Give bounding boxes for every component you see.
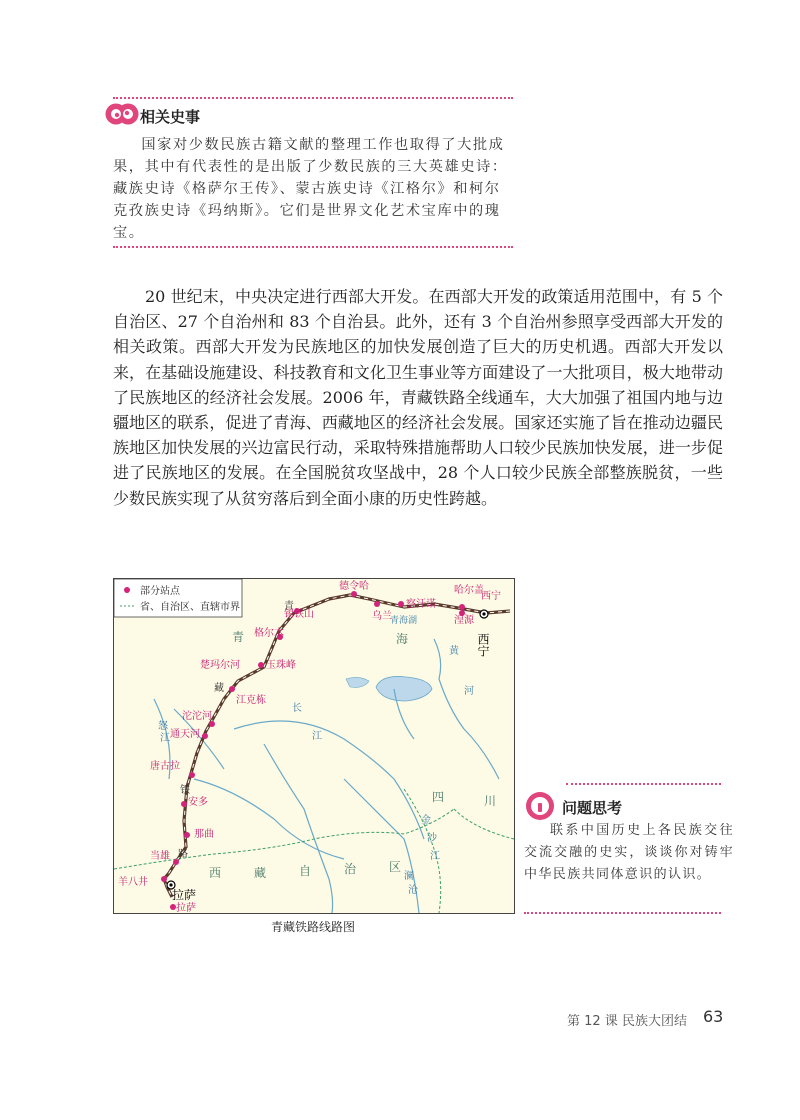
city-lasa: 拉萨 [172,888,197,902]
station-yuzhufeng: 玉珠峰 [266,660,296,671]
sidebar-bottom-divider [113,246,513,248]
main-paragraph: 20 世纪末，中央决定进行西部大开发。在西部大开发的政策适用范围中，有 5 个自治区、27 个自治州和 83 个自治县。此外，还有 3 个自治州参照享受西部大开发的相关政策。西部大开发为民族地区的加快发展创造了巨大的历史机遇。西部大开发以来，在基础设施建设、科技教育和文化卫生事业等方面建设了一大批项目，极大地带动了民族地区的经济社会发展。2006 年，青藏铁路全线通车，大大加强了祖国内地与边疆地区的联系，促进了青海、西藏地区的经济社会发展。国家还实施了旨在推动边疆民族地区加快发展的兴边富民行动，采取特殊措施帮助人口较少民族加快发展，进一步促进了民族地区的发展。在全国脱贫攻坚战中，28 个人口较少民族全部整族脱贫，一些少数民族实现了从贫穷落后到全面小康的历史性跨越。 [113,287,723,508]
svg-text:长: 长 [292,703,302,714]
station-markers [161,591,465,910]
station-jiangkedong: 江克栋 [236,695,266,706]
station-yangbajing: 羊八井 [118,877,148,888]
svg-text:江: 江 [430,851,440,862]
station-tongtianhe: 通天河 [170,729,200,740]
info-circle-icon [524,790,556,822]
station-delingha: 德令哈 [339,581,369,592]
svg-text:沙: 沙 [427,833,437,844]
station-xining: 西宁 [481,591,501,602]
station-huangyuan: 湟源 [454,615,474,626]
station-chahannuo: 察汗诺 [406,599,436,610]
railway-line [164,595,510,897]
page-number: 63 [703,1007,724,1026]
sidebar-paragraph: 国家对少数民族古籍文献的整理工作也取得了大批成果，其中有代表性的是出版了少数民族的三大英雄史诗：藏族史诗《格萨尔王传》、蒙古族史诗《江格尔》和柯尔克孜族史诗《玛纳斯》。它们是世界文化艺术宝库中的瑰宝。 [113,137,508,241]
rivers [154,639,499,913]
station-lasa: 拉萨 [176,903,196,913]
svg-text:治: 治 [344,862,357,876]
river-labels [158,644,474,896]
station-xitieshan: 锡铁山 [284,609,314,620]
svg-text:区: 区 [389,860,402,874]
station-dangxiong: 当雄 [150,851,170,862]
station-tanggula: 唐古拉 [150,761,180,772]
station-chumaerhe: 楚玛尔河 [200,660,240,671]
station-geermu: 格尔木 [254,628,284,639]
double-swirl-icon [104,99,140,129]
question-bottom-divider [524,912,721,914]
question-text [524,820,734,886]
legend-station: 部分站点 [140,586,180,597]
main-text [113,284,723,511]
region-labels [209,629,496,880]
city-markers [167,610,488,889]
station-wulan: 乌兰 [372,611,392,622]
svg-text:黄: 黄 [449,646,459,657]
lake-qinghai [376,676,432,701]
svg-text:河: 河 [464,686,474,697]
sidebar-top-divider [113,97,513,99]
svg-text:自: 自 [299,864,312,878]
sidebar-text [113,134,513,244]
svg-text:怒: 怒 [158,721,168,732]
city-xining: 西宁 [476,633,490,657]
railway-map-svg [114,579,514,913]
svg-text:青: 青 [284,601,294,612]
railway-map [113,578,515,914]
station-haergai: 哈尔盖 [454,585,484,596]
legend-boundary: 省、自治区、直辖市界 [140,602,240,613]
question-paragraph: 联系中国历史上各民族交往交流交融的史实，谈谈你对铸牢中华民族共同体意识的认识。 [524,823,734,882]
svg-text:藏: 藏 [254,866,267,880]
station-tuotuohe: 沱沱河 [182,711,212,722]
svg-text:江: 江 [160,733,170,744]
svg-text:藏: 藏 [214,683,224,694]
station-naqu: 那曲 [194,829,214,840]
svg-text:金: 金 [421,815,431,826]
svg-text:铁: 铁 [180,785,190,796]
svg-text:川: 川 [484,794,497,808]
lake-small [346,677,369,687]
station-anduo: 安多 [188,797,208,808]
svg-text:沧: 沧 [408,885,418,896]
svg-text:西: 西 [209,866,222,880]
map-caption: 青藏铁路线路图 [270,920,355,934]
svg-text:路: 路 [178,849,188,860]
map-legend [114,579,242,617]
footer-lesson: 第 12 课 民族大团结 [567,1014,687,1029]
lake-label: 青海湖 [390,616,418,626]
svg-text:海: 海 [396,632,409,646]
question-title: 问题思考 [562,799,623,817]
question-top-divider [566,783,721,785]
city-labels [172,633,490,902]
svg-text:澜: 澜 [404,871,414,882]
svg-text:江: 江 [312,731,322,742]
sidebar-title: 相关史事 [140,108,201,126]
svg-text:青: 青 [232,630,245,644]
svg-text:四: 四 [432,790,445,804]
